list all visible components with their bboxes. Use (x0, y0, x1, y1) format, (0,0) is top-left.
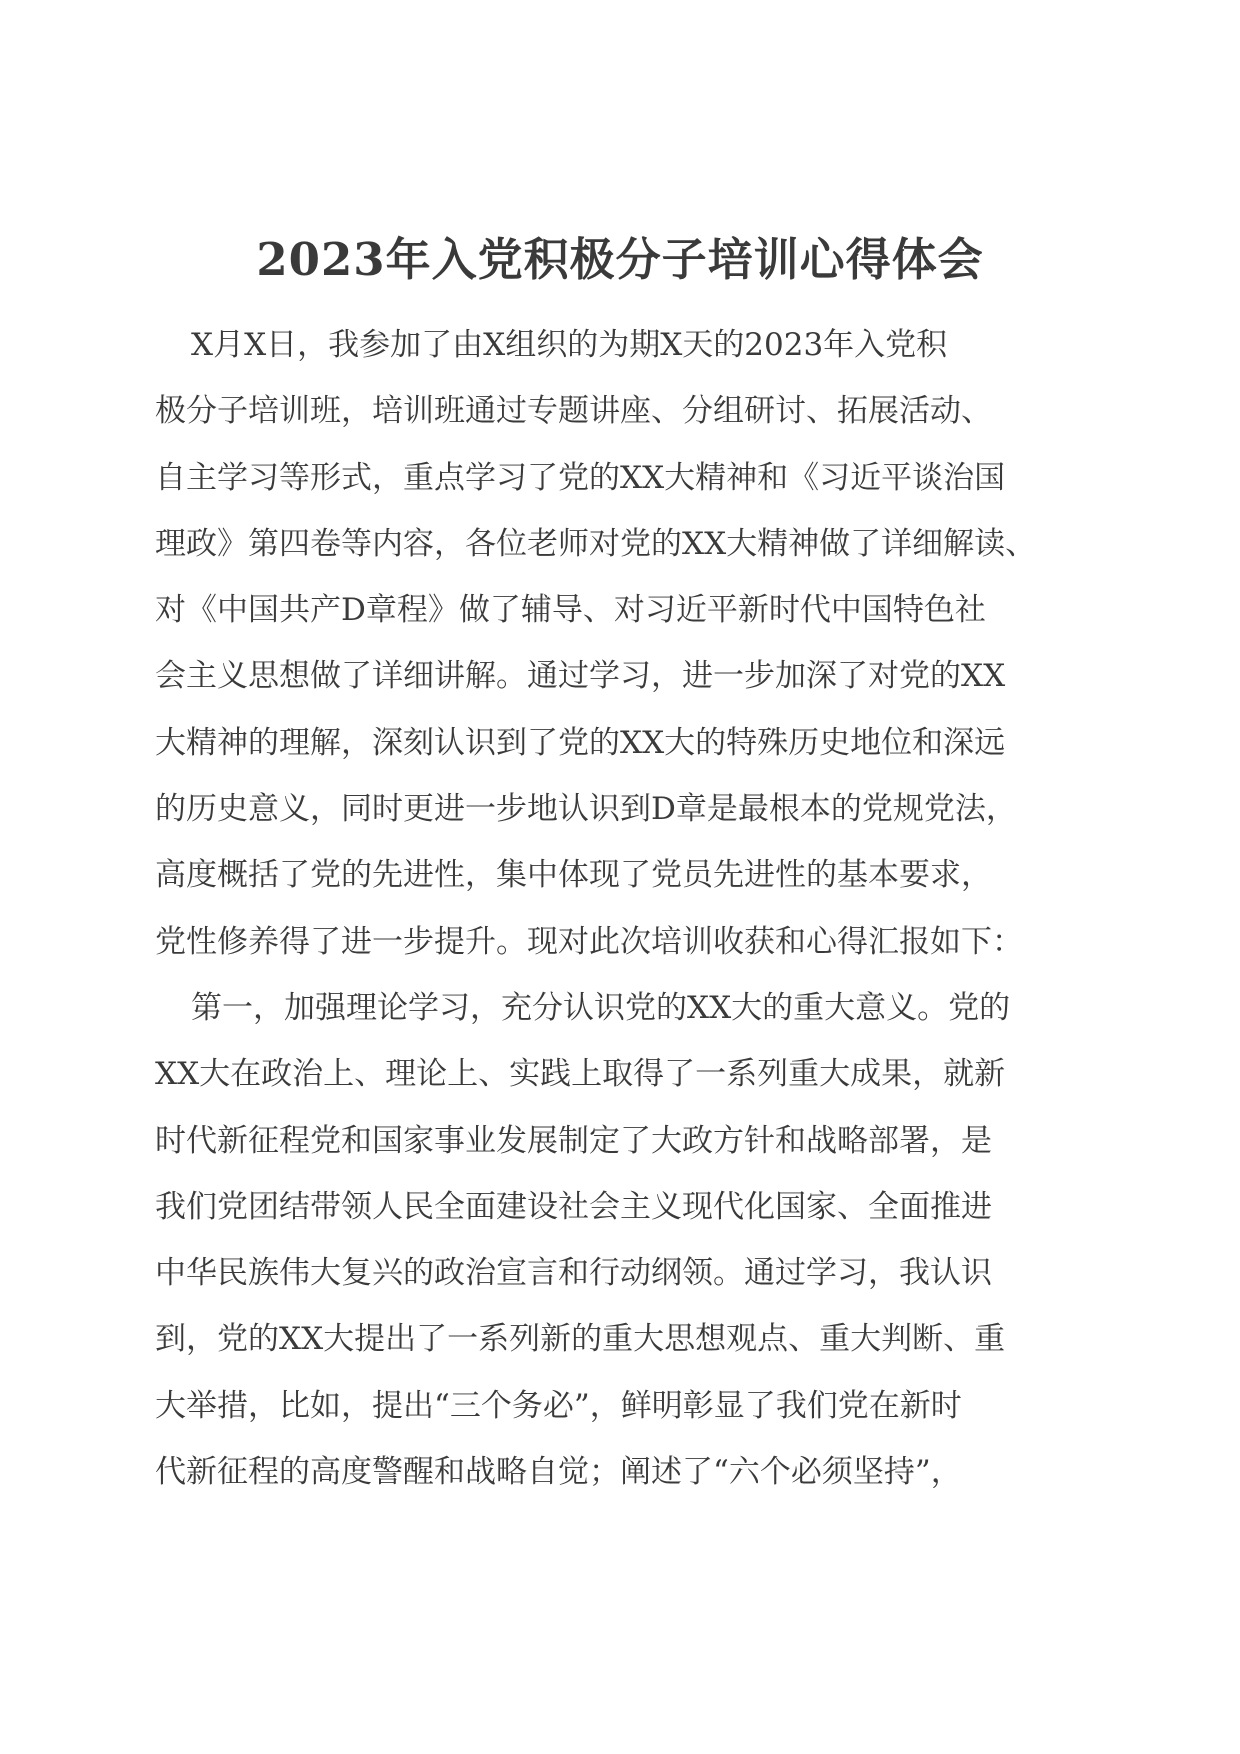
body-line: 大举措，比如，提出“三个务必”，鲜明彰显了我们党在新时 (155, 1387, 962, 1424)
body-line: 中华民族伟大复兴的政治宣言和行动纲领。通过学习，我认识 (155, 1255, 992, 1292)
body-line: 时代新征程党和国家事业发展制定了大政方针和战略部署，是 (155, 1122, 992, 1159)
document-title: 2023年入党积极分子培训心得体会 (256, 233, 984, 286)
body-line: 理政》第四卷等内容，各位老师对党的XX大精神做了详细解读、 (155, 525, 1037, 562)
body-line: 第一，加强理论学习，充分认识党的XX大的重大意义。党的 (191, 989, 1011, 1026)
body-line: 的历史意义，同时更进一步地认识到D章是最根本的党规党法， (155, 791, 1017, 828)
body-line: 代新征程的高度警醒和战略自觉；阐述了“六个必须坚持”， (155, 1454, 962, 1491)
body-line: 我们党团结带领人民全面建设社会主义现代化国家、全面推进 (155, 1188, 992, 1225)
body-line: 极分子培训班，培训班通过专题讲座、分组研讨、拓展活动、 (155, 393, 992, 430)
body-line: 党性修养得了进一步提升。现对此次培训收获和心得汇报如下： (155, 923, 1023, 960)
body-line: 会主义思想做了详细讲解。通过学习，进一步加深了对党的XX (155, 658, 1006, 695)
body-line: 大精神的理解，深刻认识到了党的XX大的特殊历史地位和深远 (155, 724, 1006, 761)
body-line: X月X日，我参加了由X组织的为期X天的2023年入党积 (191, 327, 948, 363)
document-body (155, 312, 1115, 1505)
body-line: 对《中国共产D章程》做了辅导、对习近平新时代中国特色社 (155, 592, 986, 629)
body-line: 高度概括了党的先进性，集中体现了党员先进性的基本要求， (155, 857, 992, 894)
body-line: 到，党的XX大提出了一系列新的重大思想观点、重大判断、重 (155, 1321, 1006, 1358)
body-line: 自主学习等形式，重点学习了党的XX大精神和《习近平谈治国 (155, 459, 1006, 496)
body-line: XX大在政治上、理论上、实践上取得了一系列重大成果，就新 (155, 1056, 1006, 1093)
